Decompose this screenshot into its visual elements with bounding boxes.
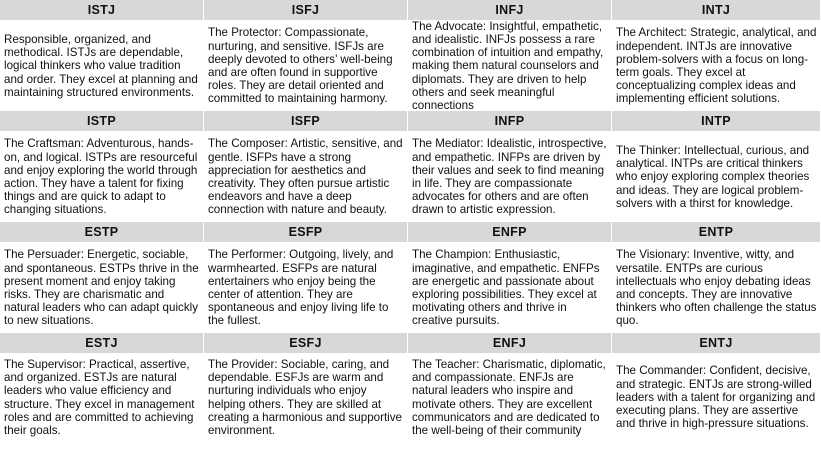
type-header-isfp: ISFP [204,111,408,132]
type-desc-istp [0,132,204,222]
type-desc-text: The Advocate: Insightful, empathetic, and idealistic. INFJs possess a rare combination of intuition and empathy, making them natural counselors and diplomats. They are driven to help others and seek meaningful connections [412,21,604,111]
type-desc-infj [408,21,612,111]
type-header-istj: ISTJ [0,0,204,21]
type-desc-istj [0,21,204,111]
type-header-infj: INFJ [408,0,612,21]
type-desc-text: The Teacher: Charismatic, diplomatic, and compassionate. ENFJs are natural leaders who inspire and motivate others. They are excellent communicators and are dedicated to the well-being of their community [412,357,606,437]
type-desc-text: The Supervisor: Practical, assertive, and organized. ESTJs are natural leaders who value efficiency and structure. They excel in management roles and are committed to achieving their goals. [4,357,195,437]
type-desc-enfj [408,354,612,441]
type-desc-text: The Thinker: Intellectual, curious, and analytical. INTPs are critical thinkers who enjoy exploring complex theories and ideas. They are logical problem-solvers with a thirst for knowledge. [616,143,810,210]
type-desc-intj [612,21,821,111]
type-desc-intp [612,132,821,222]
type-desc-text: The Composer: Artistic, sensitive, and gentle. ISFPs have a strong appreciation for aesthetics and creativity. They often pursue artistic endeavors and have a deep connection with nature and beauty. [208,137,403,217]
type-desc-text: The Visionary: Inventive, witty, and versatile. ENTPs are curious intellectuals who enjoy debating ideas and concepts. They are innovative thinkers who often challenge the status quo. [616,248,817,328]
type-header-istp: ISTP [0,111,204,132]
type-header-intp: INTP [612,111,821,132]
type-desc-esfj [204,354,408,441]
type-header-estj: ESTJ [0,333,204,354]
type-desc-text: The Commander: Confident, decisive, and strategic. ENTJs are strong-willed leaders with a talent for organizing and executing plans. They are assertive and thrive in high-pressure situations. [616,364,816,431]
type-desc-enfp [408,243,612,333]
type-desc-text: The Craftsman: Adventurous, hands-on, and logical. ISTPs are resourceful and enjoy exploring the world through action. They have a talent for fixing things and are quick to adapt to changing situations. [4,137,198,217]
type-header-esfj: ESFJ [204,333,408,354]
type-header-infp: INFP [408,111,612,132]
type-desc-estp [0,243,204,333]
type-desc-esfp [204,243,408,333]
type-desc-text: The Champion: Enthusiastic, imaginative, and empathetic. ENFPs are energetic and passionate about exploring possibilities. They excel at motivating others and thrive in creative pursuits. [412,248,600,328]
type-desc-text: Responsible, organized, and methodical. ISTJs are dependable, logical thinkers who value tradition and order. They excel at planning and maintaining structured environments. [4,32,198,99]
type-header-enfj: ENFJ [408,333,612,354]
type-desc-isfp [204,132,408,222]
type-desc-infp [408,132,612,222]
type-desc-estj [0,354,204,441]
type-header-isfj: ISFJ [204,0,408,21]
type-header-entp: ENTP [612,222,821,243]
type-header-esfp: ESFP [204,222,408,243]
type-desc-text: The Architect: Strategic, analytical, and independent. INTJs are innovative problem-solvers with a focus on long-term goals. They excel at conceptualizing complex ideas and implementing efficient solutions. [616,26,817,106]
type-desc-text: The Provider: Sociable, caring, and dependable. ESFJs are warm and nurturing individuals who enjoy helping others. They are skilled at creating a harmonious and supportive environment. [208,357,402,437]
type-header-estp: ESTP [0,222,204,243]
type-desc-text: The Persuader: Energetic, sociable, and spontaneous. ESTPs thrive in the present moment and enjoy taking risks. They are charismatic and natural leaders who can adapt quickly to new situations. [4,248,199,328]
type-desc-entp [612,243,821,333]
type-header-intj: INTJ [612,0,821,21]
type-desc-text: The Performer: Outgoing, lively, and warmhearted. ESFPs are natural entertainers who enjoy being the center of attention. They are spontaneous and enjoy living life to the fullest. [208,248,394,328]
type-desc-entj [612,354,821,441]
type-desc-isfj [204,21,408,111]
type-desc-text: The Protector: Compassionate, nurturing, and sensitive. ISFJs are deeply devoted to others’ well-being and are often found in supportive roles. They are detail oriented and committed to maintaining harmony. [208,26,393,106]
type-header-entj: ENTJ [612,333,821,354]
type-desc-text: The Mediator: Idealistic, introspective, and empathetic. INFPs are driven by their values and seek to find meaning in life. They are compassionate advocates for others and are often drawn to artistic expression. [412,137,607,217]
type-header-enfp: ENFP [408,222,612,243]
